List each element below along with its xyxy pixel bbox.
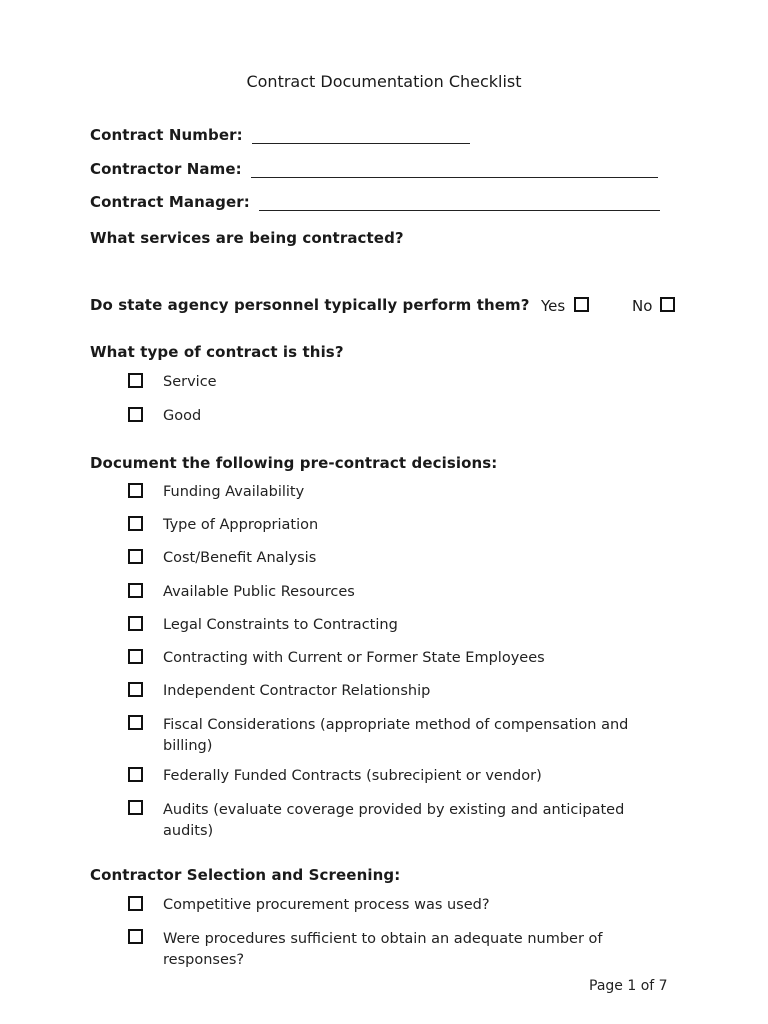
checkbox-fiscal-considerations[interactable] xyxy=(128,715,143,730)
contract-number-label: Contract Number: xyxy=(90,126,243,144)
item-funding-availability: Funding Availability xyxy=(163,484,305,500)
contract-manager-label: Contract Manager: xyxy=(90,193,250,211)
page-number: Page 1 of 7 xyxy=(589,978,668,994)
checkbox-federally-funded[interactable] xyxy=(128,767,143,782)
service-checkbox[interactable] xyxy=(128,373,143,388)
item-competitive-procurement: Competitive procurement process was used? xyxy=(163,897,490,913)
checkbox-legal-constraints[interactable] xyxy=(128,616,143,631)
yes-label: Yes xyxy=(541,297,566,315)
no-label: No xyxy=(632,297,653,315)
item-federally-funded: Federally Funded Contracts (subrecipient or vendor) xyxy=(163,768,542,784)
contractor-name-blank[interactable] xyxy=(251,177,658,178)
contract-type-question: What type of contract is this? xyxy=(90,343,344,361)
item-adequate-responses: Were procedures sufficient to obtain an adequate number of responses? xyxy=(163,931,603,968)
checkbox-audits[interactable] xyxy=(128,800,143,815)
item-legal-constraints: Legal Constraints to Contracting xyxy=(163,617,398,633)
checkbox-funding-availability[interactable] xyxy=(128,483,143,498)
checkbox-competitive-procurement[interactable] xyxy=(128,896,143,911)
checkbox-cost-benefit-analysis[interactable] xyxy=(128,549,143,564)
checkbox-independent-contractor[interactable] xyxy=(128,682,143,697)
checkbox-adequate-responses[interactable] xyxy=(128,929,143,944)
item-state-employees: Contracting with Current or Former State Employees xyxy=(163,650,545,666)
contract-number-blank[interactable] xyxy=(252,143,470,144)
item-audits: Audits (evaluate coverage provided by existing and anticipated audits) xyxy=(163,802,625,839)
checkbox-available-public-resources[interactable] xyxy=(128,583,143,598)
service-option-label: Service xyxy=(163,374,217,390)
item-type-of-appropriation: Type of Appropriation xyxy=(163,517,319,533)
checkbox-type-of-appropriation[interactable] xyxy=(128,516,143,531)
no-checkbox[interactable] xyxy=(660,297,675,312)
item-cost-benefit-analysis: Cost/Benefit Analysis xyxy=(163,550,317,566)
item-available-public-resources: Available Public Resources xyxy=(163,584,355,600)
contract-manager-blank[interactable] xyxy=(259,210,660,211)
pre-contract-heading: Document the following pre-contract decisions: xyxy=(90,454,498,472)
contractor-name-label: Contractor Name: xyxy=(90,160,242,178)
item-independent-contractor: Independent Contractor Relationship xyxy=(163,683,431,699)
services-question: What services are being contracted? xyxy=(90,229,404,247)
yes-checkbox[interactable] xyxy=(574,297,589,312)
personnel-question: Do state agency personnel typically perform them? xyxy=(90,296,530,314)
good-option-label: Good xyxy=(163,408,202,424)
document-title: Contract Documentation Checklist xyxy=(246,72,522,91)
good-checkbox[interactable] xyxy=(128,407,143,422)
checkbox-state-employees[interactable] xyxy=(128,649,143,664)
item-fiscal-considerations: Fiscal Considerations (appropriate method of compensation and billing) xyxy=(163,717,629,754)
selection-heading: Contractor Selection and Screening: xyxy=(90,866,401,884)
